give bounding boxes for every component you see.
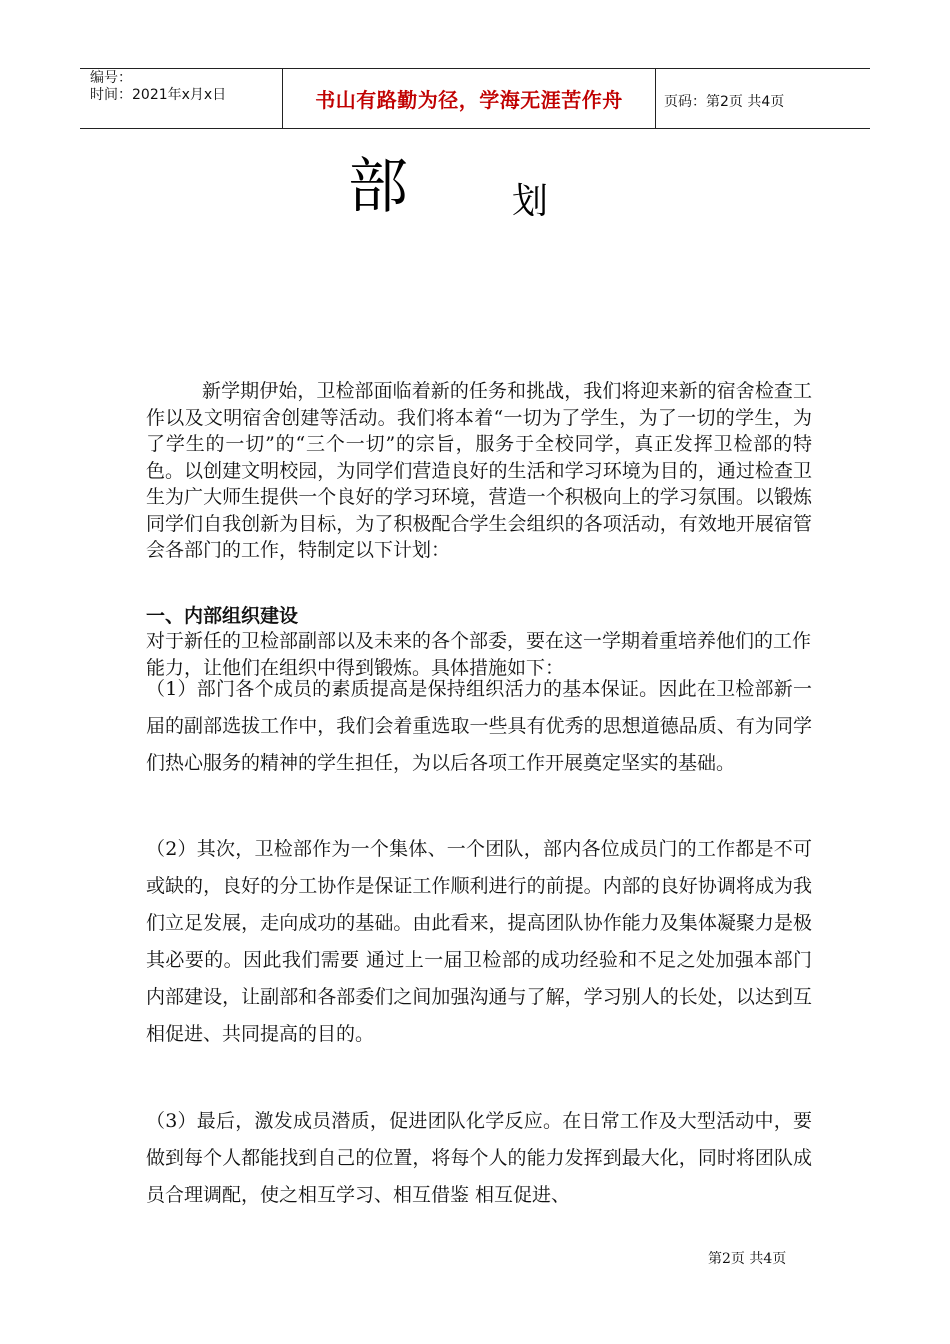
header-divider-right	[655, 68, 656, 128]
intro-paragraph	[146, 378, 812, 564]
list-item: （3）最后，激发成员潜质，促进团队化学反应。在日常工作及大型活动中，要做到每个人都能找到自己的位置，将每个人的能力发挥到最大化，同时将团队成员合理调配，使之相互学习、相互借鉴 相互促进、	[146, 1110, 812, 1206]
header-bottom-rule	[80, 128, 870, 129]
header-motto: 书山有路勤为径，学海无涯苦作舟	[315, 88, 623, 112]
section-heading: 一、内部组织建设	[146, 605, 299, 627]
header-top-rule	[80, 68, 870, 69]
footer-page-number: 第2页 共4页	[708, 1251, 787, 1267]
number-label: 编号：	[90, 70, 132, 86]
intro-text: 新学期伊始，卫检部面临着新的任务和挑战，我们将迎来新的宿舍检查工作以及文明宿舍创建等活动。我们将本着“一切为了学生，为了一切的学生，为了学生的一切”的“三个一切”的宗旨，服务于全校同学，真正发挥卫检部的特色。以创建文明校园，为同学们营造良好的生活和学习环境为目的，通过检查卫生为广大师生提供一个良好的学习环境，营造一个积极向上的学习氛围。以锻炼同学们自我创新为目标，为了积极配合学生会组织的各项活动，有效地开展宿管会各部门的工作，特制定以下计划：	[146, 380, 812, 561]
time-label: 时间：2021年x月x日	[90, 87, 227, 103]
header-page-info: 页码：第2页 共4页	[664, 94, 785, 110]
section-lead: 对于新任的卫检部副部以及未来的各个部委，要在这一学期着重培养他们的工作能力，让他们在组织中得到锻炼。具体措施如下：	[146, 630, 812, 679]
page-title-part1: 部	[348, 152, 408, 222]
page-title-part2: 划	[512, 181, 549, 222]
list-item: （2）其次，卫检部作为一个集体、一个团队，部内各位成员门的工作都是不可或缺的，良好的分工协作是保证工作顺利进行的前提。内部的良好协调将成为我们立足发展，走向成功的基础。由此看来，提高团队协作能力及集体凝聚力是极其必要的。因此我们需要 通过上一届卫检部的成功经验和不足之处加强本部门内部建设，让副部和各部委们之间加强沟通与了解，学习别人的长处，以达到互相促进、共同提高的目的。	[146, 838, 812, 1045]
header-meta	[90, 70, 226, 104]
list-item: （1）部门各个成员的素质提高是保持组织活力的基本保证。因此在卫检部新一届的副部选拔工作中，我们会着重选取一些具有优秀的思想道德品质、有为同学们热心服务的精神的学生担任，为以后各项工作开展奠定坚实的基础。	[146, 678, 812, 774]
